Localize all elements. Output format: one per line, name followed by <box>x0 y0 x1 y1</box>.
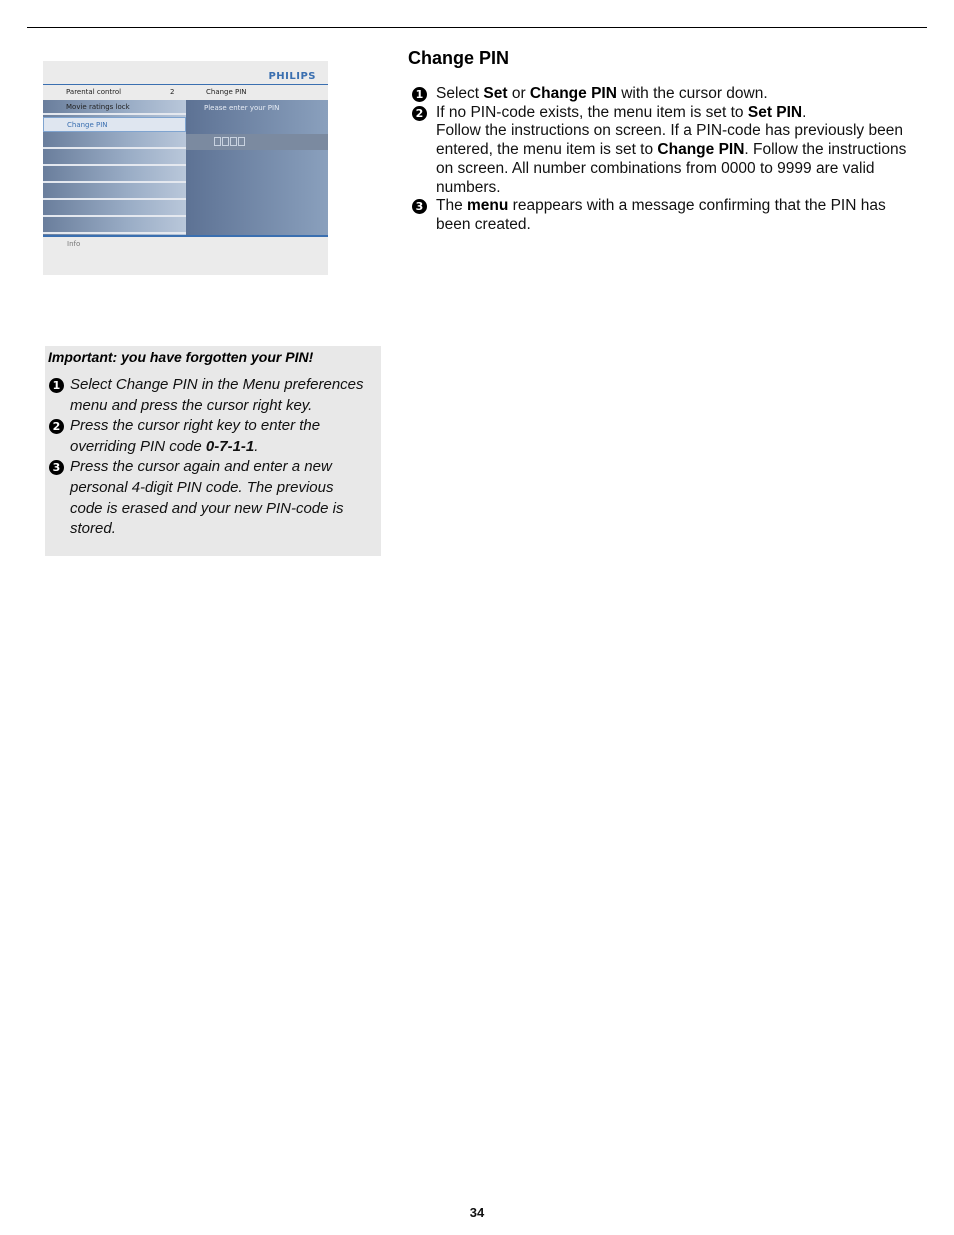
step-number-1-icon: 1 <box>412 87 427 102</box>
step-text: . <box>802 103 807 121</box>
menu-header-number: 2 <box>170 88 175 96</box>
override-pin-code: 0-7-1-1 <box>205 437 255 455</box>
menu-item-empty <box>43 219 186 234</box>
menu-list <box>43 100 186 236</box>
menu-item-change-pin[interactable] <box>43 117 186 132</box>
step-text: The <box>436 197 468 215</box>
step-text: Follow the instructions on screen. If a PIN-code has previously been entered, the menu item is set to <box>436 122 903 159</box>
step-number-3-icon: 3 <box>412 199 427 214</box>
step-text: . Follow the instructions on screen. All number combinations from 0000 to 9999 are valid numbers. <box>436 141 907 196</box>
pin-digit-box <box>230 137 237 146</box>
step-number-3-icon: 3 <box>49 460 64 475</box>
important-step-2 <box>49 416 369 457</box>
important-steps <box>49 375 369 540</box>
step-number-1-icon: 1 <box>49 378 64 393</box>
important-title: Important: you have forgotten your PIN! <box>48 349 314 365</box>
menu-header-submenu: Change PIN <box>206 88 247 96</box>
step-1 <box>412 85 912 104</box>
menu-bottom-line <box>43 235 328 237</box>
pin-digit-boxes <box>214 137 245 146</box>
page-number: 34 <box>469 1205 485 1220</box>
step-text: or <box>507 85 530 102</box>
menu-item-empty <box>43 134 186 149</box>
menu-info-label: Info <box>67 240 81 248</box>
step-number-2-icon: 2 <box>412 106 427 121</box>
important-note-box <box>45 346 381 556</box>
step-keyword: Change PIN <box>657 141 745 159</box>
philips-logo: PHILIPS <box>268 71 316 82</box>
step-keyword: Set <box>483 85 508 102</box>
step-text: Press the cursor again and enter a new personal 4-digit PIN code. The previous code is erased and your new PIN-code is stored. <box>70 458 344 538</box>
step-text: with the cursor down. <box>616 85 768 102</box>
pin-digit-box <box>238 137 245 146</box>
section-title: Change PIN <box>408 48 510 68</box>
step-3 <box>412 197 912 234</box>
step-text: reappears with a message confirming that the PIN has been created. <box>436 197 886 233</box>
pin-entry-panel <box>186 100 328 236</box>
menu-item-empty <box>43 151 186 166</box>
pin-input-bar[interactable] <box>186 134 328 150</box>
menu-item-label: Movie ratings lock <box>66 103 130 111</box>
menu-item-empty <box>43 168 186 183</box>
important-step-1 <box>49 375 369 416</box>
change-pin-steps <box>412 85 912 235</box>
pin-digit-box <box>214 137 221 146</box>
important-step-3 <box>49 457 369 539</box>
step-2 <box>412 104 912 198</box>
tv-menu-screenshot <box>43 61 328 275</box>
menu-item-label: Change PIN <box>67 121 108 129</box>
menu-item-empty <box>43 202 186 217</box>
menu-header-line <box>43 84 328 85</box>
menu-item-empty <box>43 185 186 200</box>
pin-prompt: Please enter your PIN <box>204 104 280 112</box>
step-keyword: menu <box>467 197 509 215</box>
step-text: Select <box>436 85 484 102</box>
menu-item-movie-ratings-lock[interactable] <box>43 100 186 115</box>
step-keyword: Set PIN <box>747 103 803 121</box>
pin-digit-box <box>222 137 229 146</box>
step-text: If no PIN-code exists, the menu item is set to <box>436 103 748 121</box>
step-number-2-icon: 2 <box>49 419 64 434</box>
step-text: Select Change PIN in the Menu preferences menu and press the cursor right key. <box>70 376 364 414</box>
top-rule <box>27 27 927 28</box>
menu-header-title: Parental control <box>66 88 122 96</box>
step-text: . <box>254 437 259 455</box>
step-text: Press the cursor right key to enter the overriding PIN code <box>70 417 321 455</box>
step-keyword: Change PIN <box>529 85 617 102</box>
